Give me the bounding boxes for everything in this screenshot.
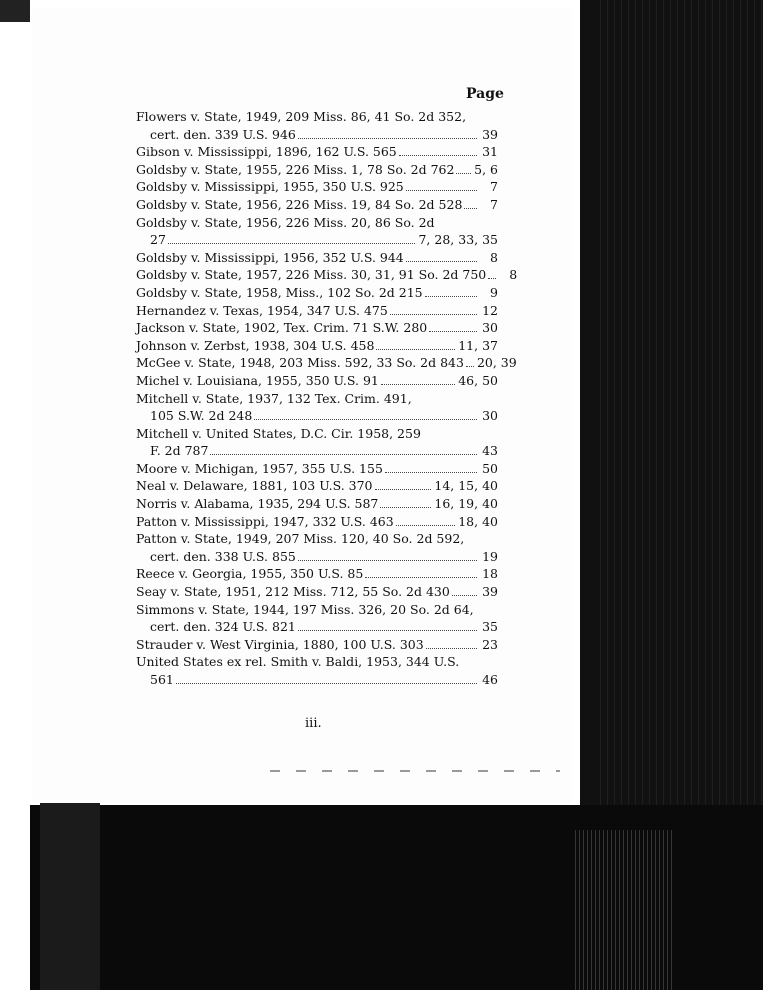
case-row — [136, 354, 517, 372]
page-reference: 8 — [509, 267, 518, 283]
case-entry — [136, 601, 498, 636]
case-row — [136, 196, 498, 214]
dot-leader — [429, 331, 477, 332]
case-row — [136, 319, 498, 337]
page-reference: 39 — [482, 126, 498, 142]
case-entry — [136, 108, 498, 143]
case-citation-line: Flowers v. State, 1949, 209 Miss. 86, 41 So. 2d 352, — [136, 109, 467, 124]
case-citation-line: Moore v. Michigan, 1957, 355 U.S. 155 — [136, 460, 383, 476]
page-reference: 14, 15, 40 — [434, 478, 498, 494]
case-citation-line: Gibson v. Mississippi, 1896, 162 U.S. 565 — [136, 144, 397, 160]
page-reference: 12 — [482, 302, 498, 318]
page-reference: 35 — [482, 619, 498, 635]
dot-leader — [376, 349, 455, 350]
case-citation-line: McGee v. State, 1948, 203 Miss. 592, 33 So. 2d 843 — [136, 355, 464, 371]
case-citation-line: Goldsby v. State, 1957, 226 Miss. 30, 31, 91 So. 2d 750 — [136, 267, 487, 283]
case-row — [136, 249, 498, 267]
case-citation-line: Goldsby v. State, 1958, Miss., 102 So. 2d 215 — [136, 284, 423, 300]
case-row — [136, 143, 498, 161]
dot-leader — [488, 278, 496, 279]
page-reference: 20, 39 — [476, 355, 517, 371]
dot-leader — [452, 595, 477, 596]
case-entry — [136, 425, 498, 460]
page-number: iii. — [305, 716, 322, 731]
case-row — [136, 565, 498, 583]
case-citation-line: Goldsby v. Mississippi, 1955, 350 U.S. 925 — [136, 179, 404, 195]
dot-leader — [298, 630, 477, 631]
case-entry — [136, 460, 498, 478]
page-reference: 9 — [490, 284, 498, 300]
dot-leader — [210, 454, 477, 455]
case-row — [136, 407, 498, 425]
dot-leader — [375, 489, 432, 490]
case-entry — [136, 583, 498, 601]
dot-leader — [365, 577, 477, 578]
case-row — [136, 583, 498, 601]
case-row — [136, 460, 498, 478]
case-entry — [136, 530, 498, 565]
dot-leader — [176, 683, 477, 684]
case-entry — [136, 143, 498, 161]
case-entry — [136, 266, 518, 284]
table-of-authorities — [136, 108, 518, 689]
page-column-header: Page — [466, 86, 504, 102]
case-citation-continuation: F. 2d 787 — [150, 443, 209, 459]
page-reference: 50 — [482, 460, 498, 476]
dot-leader — [254, 419, 477, 420]
page-reference: 30 — [482, 320, 498, 336]
case-row — [136, 548, 498, 566]
dot-leader — [385, 472, 477, 473]
case-citation-line: Neal v. Delaware, 1881, 103 U.S. 370 — [136, 478, 373, 494]
case-entry — [136, 302, 498, 320]
case-row — [136, 266, 518, 284]
page-reference: 16, 19, 40 — [434, 496, 498, 512]
case-entry — [136, 284, 498, 302]
case-citation-line: Seay v. State, 1951, 212 Miss. 712, 55 So. 2d 430 — [136, 584, 450, 600]
dot-leader — [390, 314, 477, 315]
case-citation-continuation: cert. den. 339 U.S. 946 — [150, 126, 296, 142]
case-citation-line: Mitchell v. United States, D.C. Cir. 1958, 259 — [136, 425, 421, 441]
case-citation-line: Patton v. State, 1949, 207 Miss. 120, 40 So. 2d 592, — [136, 531, 465, 547]
case-row — [136, 284, 498, 302]
case-citation-continuation: 561 — [150, 672, 174, 687]
page-reference: 23 — [482, 636, 498, 652]
page-reference: 5, 6 — [474, 161, 498, 177]
scan-shadow-left-bottom — [40, 800, 100, 990]
page-reference: 30 — [482, 408, 498, 424]
case-citation-line: Johnson v. Zerbst, 1938, 304 U.S. 458 — [136, 337, 375, 353]
case-citation-line: United States ex rel. Smith v. Baldi, 1953, 344 U.S. — [136, 654, 460, 670]
case-entry — [136, 653, 498, 688]
page-reference: 18, 40 — [458, 513, 498, 529]
dot-leader — [381, 384, 455, 385]
case-row — [136, 161, 498, 179]
case-citation-continuation: cert. den. 338 U.S. 855 — [150, 548, 296, 564]
case-row — [136, 372, 498, 390]
case-citation-line: Goldsby v. State, 1955, 226 Miss. 1, 78 So. 2d 762 — [136, 161, 455, 177]
case-entry — [136, 513, 498, 531]
page-reference: 43 — [482, 443, 498, 459]
dot-leader — [425, 296, 477, 297]
case-row — [136, 636, 498, 654]
dot-leader — [298, 560, 477, 561]
dot-leader — [399, 155, 477, 156]
page-reference: 7 — [490, 196, 498, 212]
case-citation-line: Patton v. Mississippi, 1947, 332 U.S. 463 — [136, 513, 394, 529]
case-citation-line: Norris v. Alabama, 1935, 294 U.S. 587 — [136, 496, 379, 512]
case-citation-line: Jackson v. State, 1902, Tex. Crim. 71 S.W. 280 — [136, 320, 428, 336]
case-entry — [136, 477, 498, 495]
case-citation-continuation: 27 — [150, 232, 166, 248]
page-reference: 11, 37 — [458, 337, 498, 353]
case-entry — [136, 372, 498, 390]
dot-leader — [406, 261, 477, 262]
case-citation-line: Goldsby v. State, 1956, 226 Miss. 20, 86 So. 2d — [136, 214, 435, 230]
case-row — [136, 671, 498, 689]
scan-noise-bottom — [575, 830, 675, 990]
page-reference: 39 — [482, 584, 498, 600]
dot-leader — [426, 648, 477, 649]
page-reference: 8 — [490, 249, 498, 265]
dot-leader — [396, 525, 456, 526]
case-entry — [136, 354, 517, 372]
dot-leader — [380, 507, 431, 508]
case-entry — [136, 196, 498, 214]
dot-leader — [406, 190, 477, 191]
case-citation-continuation: 105 S.W. 2d 248 — [150, 408, 253, 424]
case-citation-line: Strauder v. West Virginia, 1880, 100 U.S. 303 — [136, 636, 424, 652]
case-row — [136, 495, 498, 513]
case-entry — [136, 319, 498, 337]
case-row — [136, 178, 498, 196]
case-entry — [136, 337, 498, 355]
dot-leader — [456, 173, 471, 174]
page-reference: 19 — [482, 548, 498, 564]
case-citation-line: Simmons v. State, 1944, 197 Miss. 326, 20 So. 2d 64, — [136, 601, 474, 617]
page-reference: 46 — [482, 672, 498, 687]
case-entry — [136, 565, 498, 583]
case-row — [136, 618, 498, 636]
case-citation-continuation: cert. den. 324 U.S. 821 — [150, 619, 296, 635]
case-citation-line: Reece v. Georgia, 1955, 350 U.S. 85 — [136, 566, 364, 582]
case-citation-line: Goldsby v. State, 1956, 226 Miss. 19, 84 So. 2d 528 — [136, 196, 463, 212]
scan-shadow-left-top — [0, 0, 30, 22]
case-row — [136, 337, 498, 355]
case-citation-line: Goldsby v. Mississippi, 1956, 352 U.S. 944 — [136, 249, 404, 265]
case-citation-line: Michel v. Louisiana, 1955, 350 U.S. 91 — [136, 372, 379, 388]
case-entry — [136, 178, 498, 196]
case-entry — [136, 495, 498, 513]
case-citation-line: Mitchell v. State, 1937, 132 Tex. Crim. 491, — [136, 390, 412, 406]
page-reference: 18 — [482, 566, 498, 582]
dot-leader — [466, 366, 474, 367]
case-citation-line: Hernandez v. Texas, 1954, 347 U.S. 475 — [136, 302, 388, 318]
case-row — [136, 513, 498, 531]
dot-leader — [298, 138, 477, 139]
case-entry — [136, 214, 498, 249]
case-entry — [136, 249, 498, 267]
page-reference: 7, 28, 33, 35 — [418, 232, 498, 248]
case-row — [136, 302, 498, 320]
scan-artifact-dashes — [270, 770, 560, 772]
dot-leader — [464, 208, 477, 209]
case-row — [136, 442, 498, 460]
page-reference: 46, 50 — [458, 372, 498, 388]
case-entry — [136, 390, 498, 425]
case-entry — [136, 161, 498, 179]
case-row — [136, 126, 498, 144]
page-reference: 31 — [482, 144, 498, 160]
dot-leader — [168, 243, 416, 244]
case-entry — [136, 636, 498, 654]
page-reference: 7 — [490, 179, 498, 195]
case-row — [136, 231, 498, 249]
case-row — [136, 477, 498, 495]
